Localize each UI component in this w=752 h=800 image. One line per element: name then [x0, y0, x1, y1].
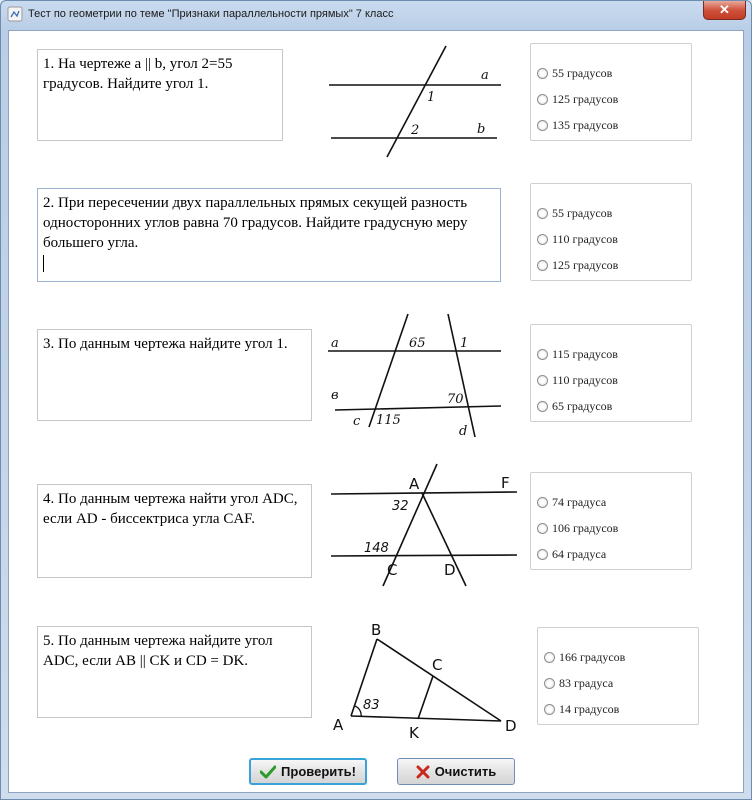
- label-148: 148: [364, 541, 389, 556]
- test-form: [8, 30, 744, 793]
- angle-arc: [355, 706, 361, 717]
- q5-option-2[interactable]: 83 градуса: [544, 676, 613, 691]
- label-115: 115: [376, 413, 401, 428]
- question-2-text[interactable]: 2. При пересечении двух параллельных прямых секущей разность односторонних углов равна 70 градусов. Найдите градусную меру большего угла.: [37, 188, 501, 282]
- q4-option-3[interactable]: 64 градуса: [537, 547, 606, 562]
- question-4-text[interactable]: 4. По данным чертежа найти угол ADC, если AD - биссектриса угла CAF.: [37, 484, 312, 578]
- radio-button[interactable]: [537, 549, 548, 560]
- q3-option-1[interactable]: 115 градусов: [537, 347, 618, 362]
- line-cd: [331, 555, 517, 556]
- label-F: F: [501, 474, 510, 492]
- label-1: 1: [460, 336, 469, 351]
- label-C: C: [387, 561, 398, 579]
- question-4-figure: [329, 461, 524, 586]
- window-title: Тест по геометрии по теме "Признаки параллельности прямых" 7 класс: [28, 8, 394, 20]
- radio-button[interactable]: [537, 375, 548, 386]
- line-c: [369, 314, 408, 427]
- radio-button[interactable]: [537, 94, 548, 105]
- question-5-figure: [325, 613, 530, 743]
- radio-button[interactable]: [544, 652, 555, 663]
- q2-option-2[interactable]: 110 градусов: [537, 232, 618, 247]
- check-button-label: Проверить!: [281, 764, 356, 779]
- side-ad: [351, 716, 501, 721]
- radio-button[interactable]: [537, 523, 548, 534]
- cross-icon: [416, 765, 430, 779]
- label-A: A: [409, 475, 420, 493]
- label-b: в: [331, 388, 339, 403]
- label-angle-1: 1: [427, 90, 436, 105]
- q5-option-3[interactable]: 14 градусов: [544, 702, 619, 717]
- question-3-answers: [530, 324, 692, 422]
- radio-button[interactable]: [537, 68, 548, 79]
- side-bd: [377, 639, 501, 721]
- radio-button[interactable]: [544, 704, 555, 715]
- q4-option-1[interactable]: 74 градуса: [537, 495, 606, 510]
- radio-button[interactable]: [537, 208, 548, 219]
- label-C: C: [432, 656, 443, 674]
- checkmark-icon: [260, 765, 276, 779]
- radio-button[interactable]: [537, 260, 548, 271]
- radio-button[interactable]: [537, 120, 548, 131]
- label-d: d: [459, 424, 468, 439]
- line-d: [448, 314, 475, 437]
- question-4-answers: [530, 472, 692, 570]
- label-D: D: [444, 561, 456, 579]
- label-K: K: [409, 724, 419, 742]
- label-angle-2: 2: [411, 123, 420, 138]
- label-83: 83: [363, 698, 380, 713]
- label-b: b: [477, 122, 486, 137]
- label-A: A: [333, 716, 344, 734]
- radio-button[interactable]: [537, 234, 548, 245]
- radio-button[interactable]: [537, 497, 548, 508]
- question-5-text[interactable]: 5. По данным чертежа найдите угол ADC, если AB || CK и CD = DK.: [37, 626, 312, 718]
- label-a: a: [331, 336, 339, 351]
- label-70: 70: [447, 392, 464, 407]
- radio-button[interactable]: [537, 349, 548, 360]
- label-65: 65: [409, 336, 426, 351]
- q1-option-1[interactable]: 55 градусов: [537, 66, 612, 81]
- radio-button[interactable]: [544, 678, 555, 689]
- title-bar: [1, 1, 751, 29]
- q5-option-1[interactable]: 166 градусов: [544, 650, 625, 665]
- question-2-answers: [530, 183, 692, 281]
- question-1-figure: [329, 43, 509, 163]
- q2-option-3[interactable]: 125 градусов: [537, 258, 618, 273]
- label-32: 32: [392, 499, 409, 514]
- question-3-figure: [325, 307, 515, 442]
- app-icon: [7, 6, 23, 22]
- label-a: a: [481, 68, 489, 83]
- close-button[interactable]: [703, 1, 746, 20]
- label-D: D: [505, 717, 517, 735]
- check-button[interactable]: [249, 758, 367, 785]
- q4-option-2[interactable]: 106 градусов: [537, 521, 618, 536]
- q3-option-2[interactable]: 110 градусов: [537, 373, 618, 388]
- question-3-text[interactable]: 3. По данным чертежа найдите угол 1.: [37, 329, 312, 421]
- line-b: [335, 406, 501, 410]
- radio-button[interactable]: [537, 401, 548, 412]
- q2-option-1[interactable]: 55 градусов: [537, 206, 612, 221]
- q1-option-2[interactable]: 125 градусов: [537, 92, 618, 107]
- q1-option-3[interactable]: 135 градусов: [537, 118, 618, 133]
- clear-button-label: Очистить: [434, 764, 497, 779]
- segment-ck: [418, 676, 433, 719]
- question-5-answers: [537, 627, 699, 725]
- question-1-text[interactable]: 1. На чертеже a || b, угол 2=55 градусов. Найдите угол 1.: [37, 49, 283, 141]
- question-1-answers: [530, 43, 692, 141]
- q3-option-3[interactable]: 65 градусов: [537, 399, 612, 414]
- label-c: c: [353, 414, 361, 429]
- label-B: B: [371, 621, 382, 639]
- text-caret: [43, 255, 44, 272]
- clear-button[interactable]: [397, 758, 515, 785]
- close-icon: ✕: [719, 2, 730, 17]
- transversal: [387, 46, 446, 157]
